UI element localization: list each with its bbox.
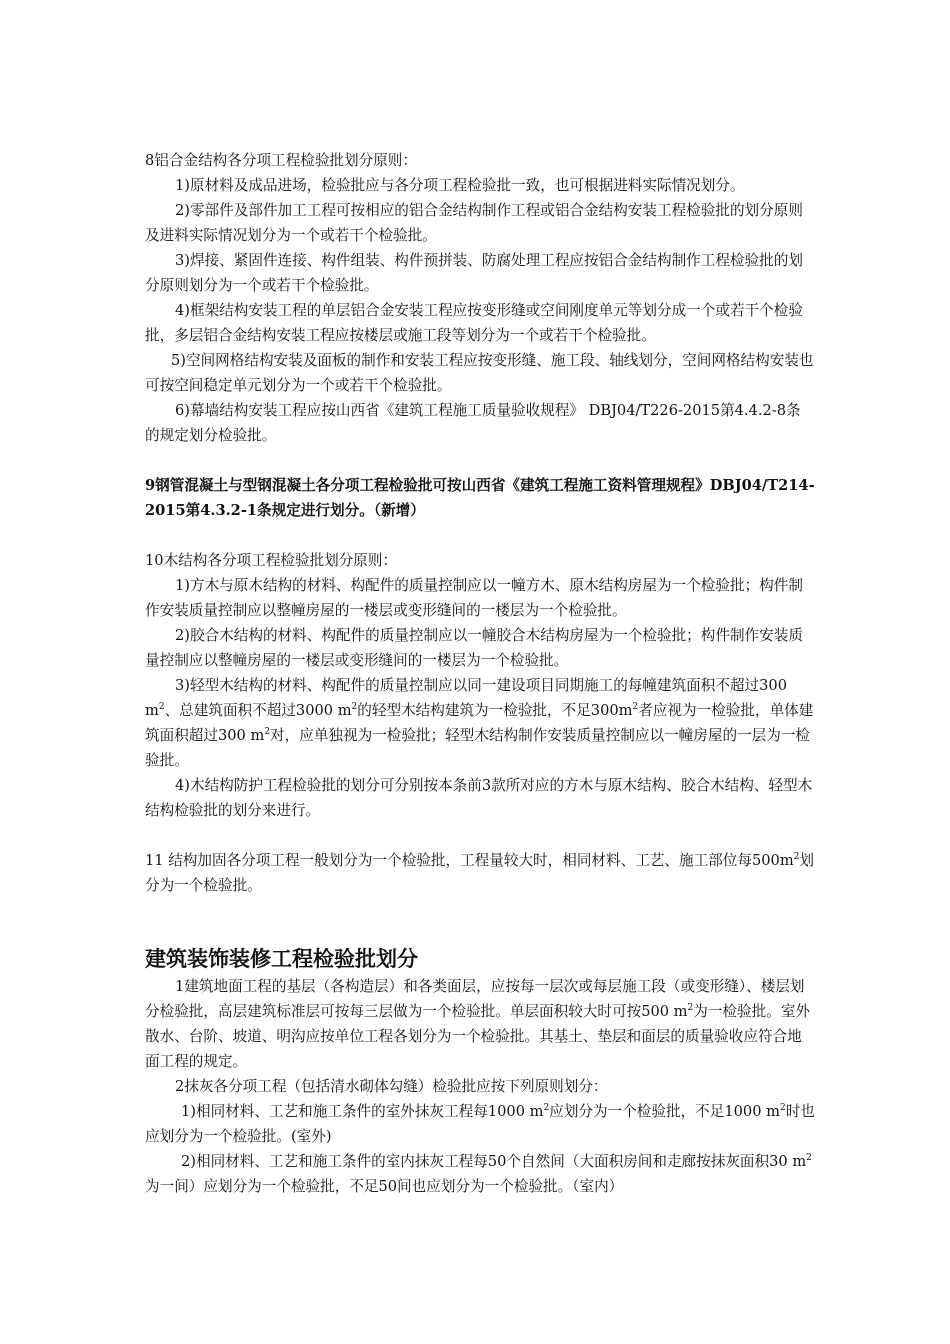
document-body <box>145 148 815 1199</box>
section-8-item-3: 3)焊接、紧固件连接、构件组装、构件预拼装、防腐处理工程应按铝合金结构制作工程检验批的划分原则划分为一个或若干个检验批。 <box>145 252 803 294</box>
section-8-title: 8铝合金结构各分项工程检验批划分原则： <box>145 152 417 169</box>
section-8-item-2: 2)零部件及部件加工工程可按相应的铝合金结构制作工程或铝合金结构安装工程检验批的划分原则及进料实际情况划分为一个或若干个检验批。 <box>145 202 803 244</box>
decoration-item-2-1: 1)相同材料、工艺和施工条件的室外抹灰工程每1000 $m^2$应划分为一个检验批，不足1000 $m^2$时也应划分为一个检验批。(室外) <box>145 1103 815 1145</box>
section-10-item-3: 3)轻型木结构的材料、构配件的质量控制应以同一建设项目同期施工的每幢建筑面积不超过300 $m^2$、总建筑面积不超过3000 $m^2$的轻型木结构建筑为一检验批，不足$300m^2$者应视为一检验批，单体建筑面积超过300 $m^2$对，应单独视为一检验批；轻型木结构制作安装质量控制应以一幢房屋的一层为一检验批。 <box>145 677 814 769</box>
section-11: 11 结构加固各分项工程一般划分为一个检验批，工程量较大时，相同材料、工艺、施工部位每$500m^2$划分为一个检验批。 <box>145 852 814 894</box>
section-8-item-6: 6)幕墙结构安装工程应按山西省《建筑工程施工质量验收规程》 DBJ04/T226-2015第4.4.2-8条的规定划分检验批。 <box>145 402 801 444</box>
section-10-title: 10木结构各分项工程检验批划分原则： <box>145 552 398 569</box>
decoration-item-1: 1建筑地面工程的基层（各构造层）和各类面层，应按每一层次或每层施工段（或变形缝）、楼层划分检验批，高层建筑标准层可按每三层做为一个检验批。单层面积较大时可按500 $m^2$为一检验批。室外散水、台阶、坡道、明沟应按单位工程各划分为一个检验批。其基土、垫层和面层的质量验收应符合地面工程的规定。 <box>145 978 811 1070</box>
section-8-item-5: 5)空间网格结构安装及面板的制作和安装工程应按变形缝、施工段、轴线划分，空间网格结构安装也可按空间稳定单元划分为一个或若干个检验批。 <box>145 352 814 394</box>
section-10-item-4: 4)木结构防护工程检验批的划分可分别按本条前3款所对应的方木与原木结构、胶合木结构、轻型木结构检验批的划分来进行。 <box>145 777 813 819</box>
section-8-item-1: 1)原材料及成品进场，检验批应与各分项工程检验批一致，也可根据进料实际情况划分。 <box>175 177 745 194</box>
decoration-item-2: 2抹灰各分项工程（包括清水砌体勾缝）检验批应按下列原则划分： <box>175 1078 608 1095</box>
section-10-item-1: 1)方木与原木结构的材料、构配件的质量控制应以一幢方木、原木结构房屋为一个检验批；构件制作安装质量控制应以整幢房屋的一楼层或变形缝间的一楼层为一个检验批。 <box>145 577 803 619</box>
decoration-item-2-2: 2)相同材料、工艺和施工条件的室内抹灰工程每50个自然间（大面积房间和走廊按抹灰面积30 $m^2$为一间）应划分为一个检验批，不足50间也应划分为一个检验批。（室内） <box>145 1153 812 1195</box>
decoration-heading: 建筑装饰装修工程检验批划分 <box>145 947 418 971</box>
section-10-item-2: 2)胶合木结构的材料、构配件的质量控制应以一幢胶合木结构房屋为一个检验批；构件制作安装质量控制应以整幢房屋的一楼层或变形缝间的一楼层为一个检验批。 <box>145 627 803 669</box>
section-9: 9钢管混凝土与型钢混凝土各分项工程检验批可按山西省《建筑工程施工资料管理规程》DBJ04/T214-2015第4.3.2-1条规定进行划分。（新增） <box>145 477 815 519</box>
section-8-item-4: 4)框架结构安装工程的单层铝合金安装工程应按变形缝或空间刚度单元等划分成一个或若干个检验批，多层铝合金结构安装工程应按楼层或施工段等划分为一个或若干个检验批。 <box>145 302 803 344</box>
